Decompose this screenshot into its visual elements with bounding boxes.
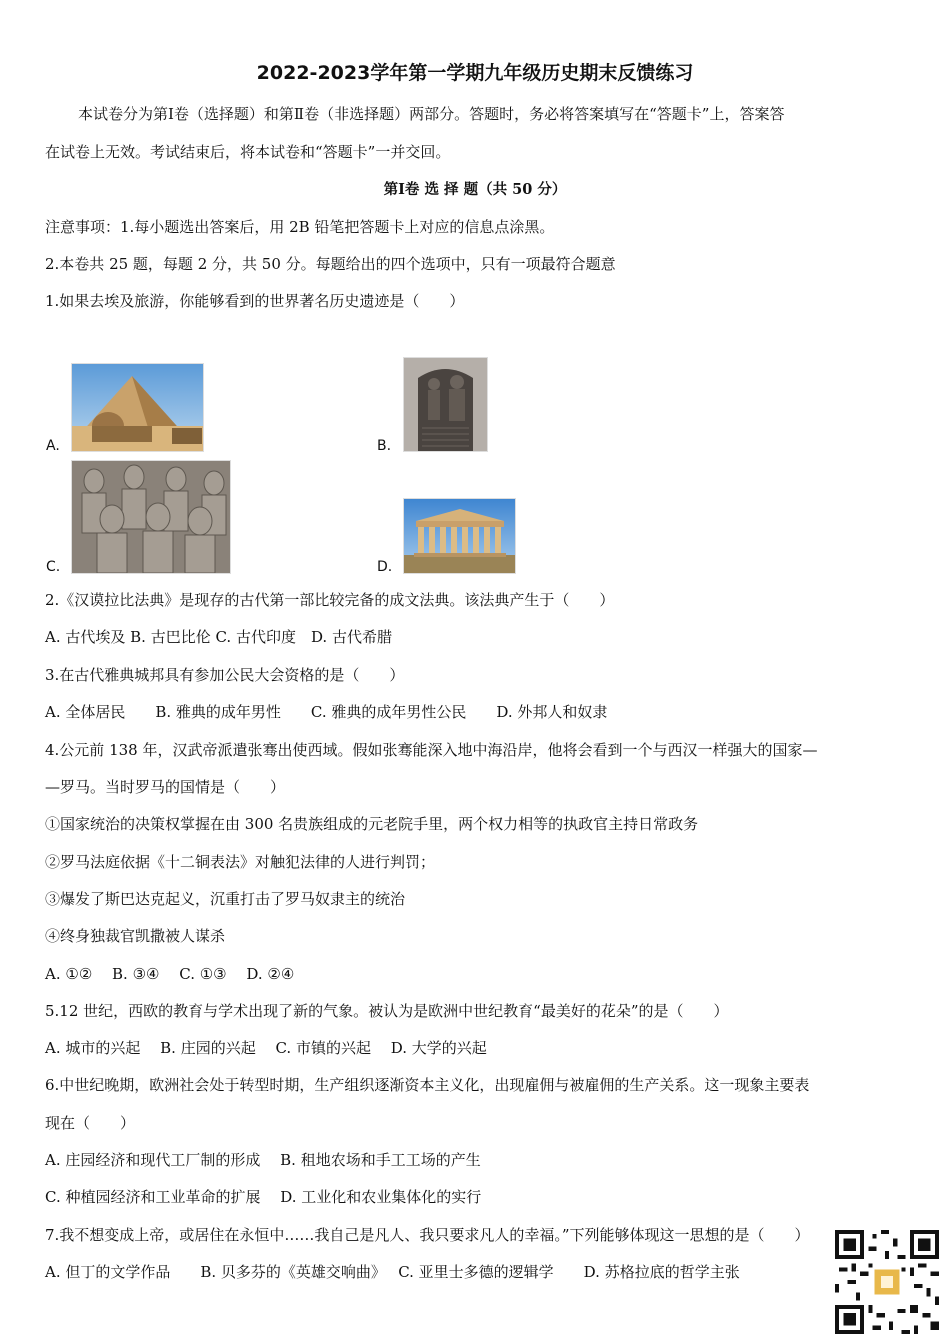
q4-item-4: ④终身独裁官凯撒被人谋杀 — [45, 927, 226, 945]
section-title: 第Ⅰ卷 选 择 题（共 50 分） — [383, 181, 567, 198]
q3-options: A. 全体居民 B. 雅典的成年男性 C. 雅典的成年男性公民 D. 外邦人和奴隶 — [45, 703, 608, 721]
intro-line-2: 在试卷上无效。考试结束后，将本试卷和“答题卡”一并交回。 — [45, 143, 451, 161]
q6-options-line-1: A. 庄园经济和现代工厂制的形成 B. 租地农场和手工工场的产生 — [45, 1151, 481, 1169]
q2-options: A. 古代埃及 B. 古巴比伦 C. 古代印度 D. 古代希腊 — [45, 628, 392, 646]
exam-title: 2022-2023学年第一学期九年级历史期末反馈练习 — [256, 62, 694, 84]
q4-item-1: ①国家统治的决策权掌握在由 300 名贵族组成的元老院手里，两个权力相等的执政官主持日常政务 — [45, 815, 699, 833]
q2-stem: 2.《汉谟拉比法典》是现存的古代第一部比较完备的成文法典。该法典产生于（ ） — [45, 591, 615, 609]
q4-item-2: ②罗马法庭依据《十二铜表法》对触犯法律的人进行判罚； — [45, 853, 436, 871]
q5-options: A. 城市的兴起 B. 庄园的兴起 C. 市镇的兴起 D. 大学的兴起 — [45, 1039, 487, 1057]
notes-line-2: 2.本卷共 25 题，每题 2 分，共 50 分。每题给出的四个选项中，只有一项最符合题意 — [45, 255, 616, 273]
parthenon-image — [403, 498, 516, 574]
q5-stem: 5.12 世纪，西欧的教育与学术出现了新的气象。被认为是欧洲中世纪教育“最美好的花朵”的是（ ） — [45, 1002, 729, 1020]
q1-option-a-label: A. — [46, 438, 60, 454]
q4-stem-line-2: —罗马。当时罗马的国情是（ ） — [45, 778, 286, 796]
terracotta-warriors-image — [71, 460, 231, 574]
qr-code-icon — [835, 1230, 939, 1334]
q3-stem: 3.在古代雅典城邦具有参加公民大会资格的是（ ） — [45, 666, 405, 684]
hammurabi-stele-image — [403, 357, 488, 452]
q4-options: A. ①② B. ③④ C. ①③ D. ②④ — [45, 965, 295, 983]
q1-option-c-label: C. — [46, 559, 61, 575]
q6-options-line-2: C. 种植园经济和工业革命的扩展 D. 工业化和农业集体化的实行 — [45, 1188, 482, 1206]
q1-stem: 1.如果去埃及旅游，你能够看到的世界著名历史遗迹是（ ） — [45, 292, 465, 310]
q7-stem: 7.我不想变成上帝，或居住在永恒中……我自己是凡人、我只要求凡人的幸福。”下列能够体现这一思想的是（ ） — [45, 1226, 810, 1244]
q1-option-d-label: D. — [377, 559, 393, 575]
q4-item-3: ③爆发了斯巴达克起义，沉重打击了罗马奴隶主的统治 — [45, 890, 406, 908]
pyramid-sphinx-image — [71, 363, 204, 452]
notes-line-1: 注意事项：1.每小题选出答案后，用 2B 铅笔把答题卡上对应的信息点涂黑。 — [45, 218, 555, 236]
q4-stem-line-1: 4.公元前 138 年，汉武帝派遣张骞出使西域。假如张骞能深入地中海沿岸，他将会看到一个与西汉一样强大的国家— — [45, 741, 818, 759]
intro-line-1: 本试卷分为第Ⅰ卷（选择题）和第Ⅱ卷（非选择题）两部分。答题时，务必将答案填写在“答题卡”上，答案答 — [78, 105, 785, 123]
q1-option-b-label: B. — [377, 438, 392, 454]
q6-stem-line-2: 现在（ ） — [45, 1114, 136, 1132]
q7-options: A. 但丁的文学作品 B. 贝多芬的《英雄交响曲》 C. 亚里士多德的逻辑学 D. 苏格拉底的哲学主张 — [45, 1263, 740, 1281]
q6-stem-line-1: 6.中世纪晚期，欧洲社会处于转型时期，生产组织逐渐资本主义化，出现雇佣与被雇佣的生产关系。这一现象主要表 — [45, 1076, 810, 1094]
